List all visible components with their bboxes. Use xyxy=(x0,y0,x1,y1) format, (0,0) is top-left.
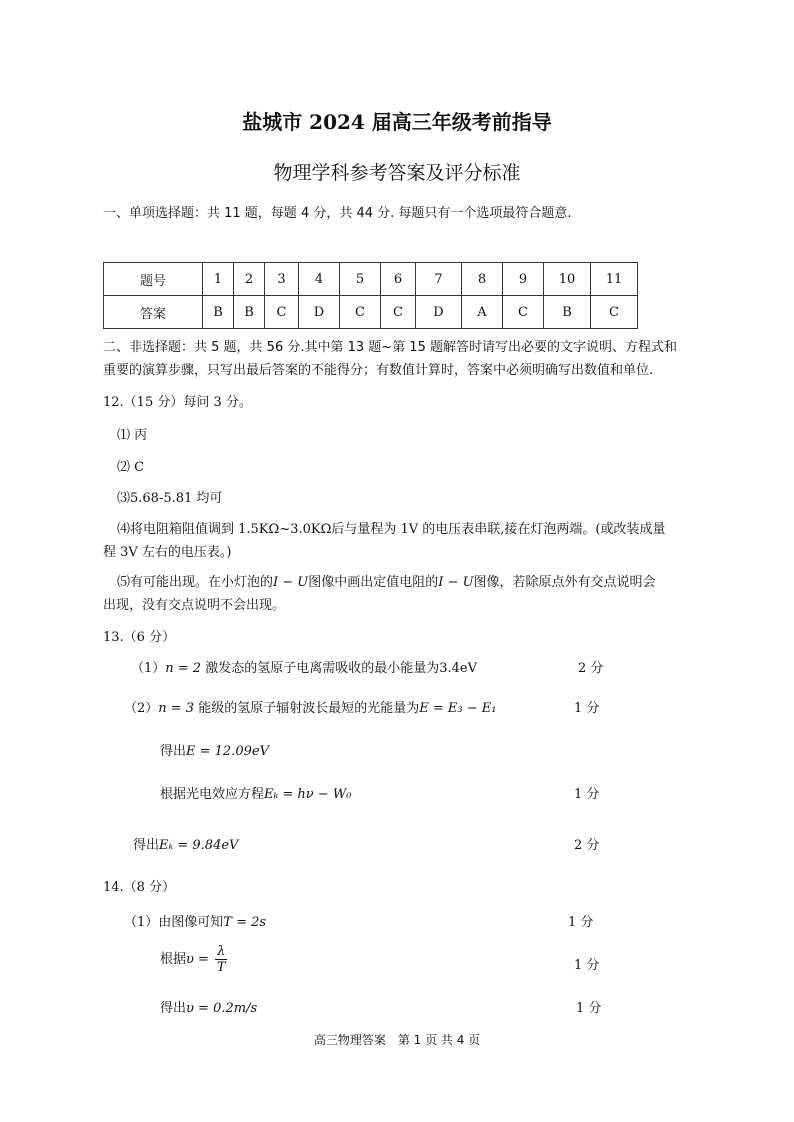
table-cell: C xyxy=(503,296,544,329)
math: υ = 0.2m/s xyxy=(186,1001,258,1016)
math: 3.4eV xyxy=(439,661,478,676)
q13-points-4: 1 分 xyxy=(574,787,600,802)
text: 得出 xyxy=(133,838,160,853)
table-cell: 4 xyxy=(299,263,340,296)
q12-answer-5-line1 xyxy=(117,571,656,590)
table-row xyxy=(104,263,638,296)
q12-answer-3: ⑶5.68-5.81 均可 xyxy=(117,491,223,506)
table-cell: C xyxy=(340,296,381,329)
q13-header: 13.（6 分） xyxy=(103,630,176,645)
q14-line-1 xyxy=(124,911,266,930)
text: 激发态的氢原子电离需吸收的最小能量为 xyxy=(205,661,440,676)
row-label: 题号 xyxy=(104,263,203,296)
table-cell: C xyxy=(381,296,416,329)
text: 得出 xyxy=(160,744,187,759)
q13-line-3 xyxy=(160,740,269,759)
table-cell: 3 xyxy=(265,263,299,296)
item-prefix: （1） xyxy=(131,661,166,676)
math: Eₖ = hν − W₀ xyxy=(264,787,352,802)
q14-header: 14.（8 分） xyxy=(103,880,176,895)
text: （1）由图像可知 xyxy=(124,915,224,930)
q13-line-5 xyxy=(133,834,238,853)
math-iu: I − U xyxy=(438,575,474,590)
answer-table xyxy=(103,262,638,329)
q12-answer-2: ⑵ C xyxy=(117,460,145,475)
text: 根据 xyxy=(160,952,187,967)
page-footer: 高三物理答案 第 1 页 共 4 页 xyxy=(313,1033,481,1047)
math: T = 2s xyxy=(223,915,267,930)
table-cell: B xyxy=(234,296,265,329)
table-cell: 1 xyxy=(203,263,234,296)
table-cell: 9 xyxy=(503,263,544,296)
math: υ = xyxy=(186,952,209,967)
table-cell: A xyxy=(462,296,503,329)
math: n = 2 xyxy=(165,661,202,676)
table-cell: 10 xyxy=(544,263,591,296)
q13-points-5: 2 分 xyxy=(574,838,600,853)
row-label: 答案 xyxy=(104,296,203,329)
q13-points-2: 1 分 xyxy=(574,701,600,716)
text: 能级的氢原子辐射波长最短的光能量为 xyxy=(198,701,420,716)
table-cell: C xyxy=(591,296,638,329)
q14-line-3 xyxy=(160,997,257,1016)
math-iu: I − U xyxy=(273,575,309,590)
math: n = 3 xyxy=(158,701,195,716)
q12-answer-4-line2: 程 3V 左右的电压表。) xyxy=(103,545,232,560)
q13-line-4 xyxy=(160,783,351,802)
table-cell: 7 xyxy=(416,263,462,296)
table-cell: 5 xyxy=(340,263,381,296)
q14-points-3: 1 分 xyxy=(576,1001,602,1016)
section2-heading-line1: 二、非选择题：共 5 题，共 56 分.其中第 13 题~第 15 题解答时请写出必要的文字说明、方程式和 xyxy=(103,340,677,355)
math: E = E₃ − E₁ xyxy=(419,701,497,716)
fraction xyxy=(215,944,227,975)
text: 图像中画出定值电阻的 xyxy=(308,575,439,590)
page-subtitle: 物理学科参考答案及评分标准 xyxy=(273,162,521,184)
numerator: λ xyxy=(217,944,226,959)
table-cell: C xyxy=(265,296,299,329)
table-cell: 8 xyxy=(462,263,503,296)
math: E = 12.09eV xyxy=(186,744,269,759)
text: ⑸有可能出现。在小灯泡的 xyxy=(117,575,274,590)
q12-answer-1: ⑴ 丙 xyxy=(117,428,148,443)
table-cell: B xyxy=(203,296,234,329)
table-cell: D xyxy=(299,296,340,329)
item-prefix: （2） xyxy=(124,701,159,716)
table-cell: D xyxy=(416,296,462,329)
text: 图像，若除原点外有交点说明会 xyxy=(473,575,656,590)
math: Eₖ = 9.84eV xyxy=(159,838,239,853)
text: 根据光电效应方程 xyxy=(160,787,265,802)
q14-points-1: 1 分 xyxy=(568,915,594,930)
q13-points-1: 2 分 xyxy=(578,661,604,676)
text: 得出 xyxy=(160,1001,187,1016)
q13-line-2 xyxy=(124,697,496,716)
section1-heading: 一、单项选择题：共 11 题，每题 4 分，共 44 分. 每题只有一个选项最符合题意. xyxy=(103,206,572,221)
q14-points-2: 1 分 xyxy=(574,958,600,973)
q12-header: 12.（15 分）每问 3 分。 xyxy=(103,395,252,410)
table-cell: B xyxy=(544,296,591,329)
table-cell: 2 xyxy=(234,263,265,296)
q14-line-2 xyxy=(160,944,229,975)
denominator: T xyxy=(216,960,226,975)
section2-heading-line2: 重要的演算步骤，只写出最后答案的不能得分；有数值计算时，答案中必须明确写出数值和单位. xyxy=(103,363,654,378)
table-cell: 6 xyxy=(381,263,416,296)
q12-answer-4-line1: ⑷将电阻箱阻值调到 1.5KΩ~3.0KΩ后与量程为 1V 的电压表串联,接在灯泡两端。(或改装成量 xyxy=(117,522,666,537)
table-cell: 11 xyxy=(591,263,638,296)
q12-answer-5-line2: 出现，没有交点说明不会出现。 xyxy=(103,598,286,613)
page-title: 盐城市 2024 届高三年级考前指导 xyxy=(242,110,552,134)
q13-line-1 xyxy=(131,657,477,676)
table-row xyxy=(104,296,638,329)
